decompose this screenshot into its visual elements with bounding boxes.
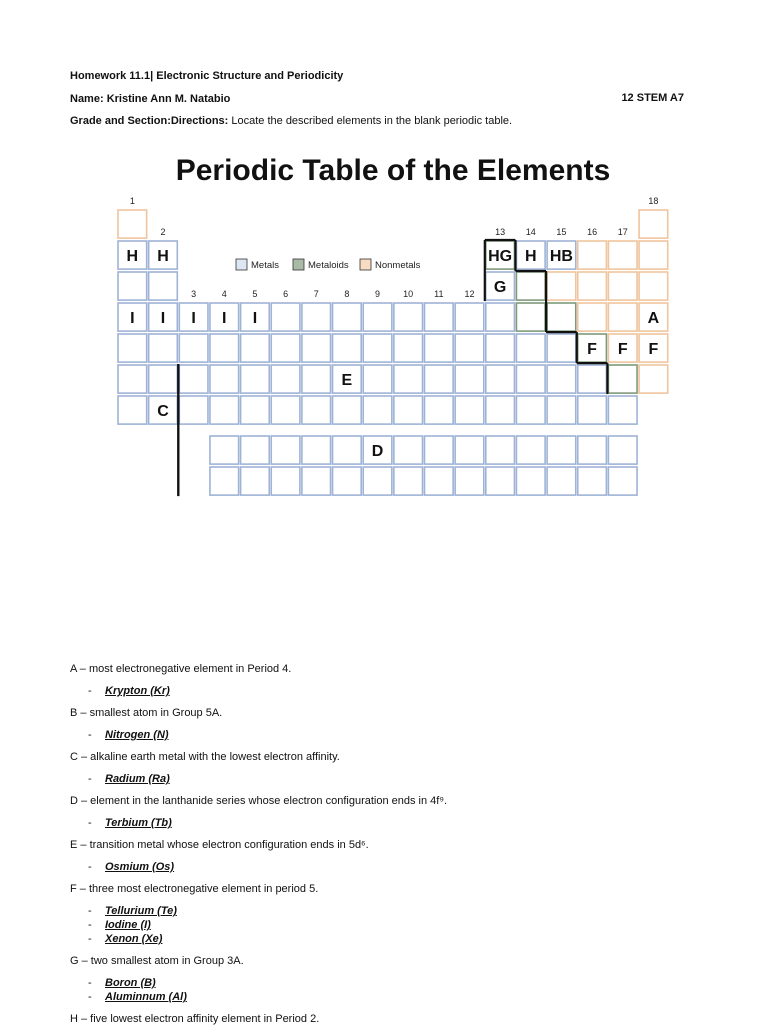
element-cell xyxy=(118,210,147,238)
answer-text: Boron (B) xyxy=(105,977,156,989)
answer-list xyxy=(70,904,710,946)
group-number: 15 xyxy=(556,227,567,237)
element-cell xyxy=(608,241,637,269)
element-cell xyxy=(578,396,607,424)
group-number: 3 xyxy=(191,289,197,299)
periodic-table-title: Periodic Table of the Elements xyxy=(175,154,611,187)
answer-item xyxy=(70,816,710,830)
answer-text: Nitrogen (N) xyxy=(105,729,169,741)
element-cell xyxy=(271,396,300,424)
element-cell xyxy=(516,365,545,393)
element-cell xyxy=(455,365,484,393)
group-number: 17 xyxy=(617,227,628,237)
element-cell xyxy=(210,467,239,495)
name-value: Kristine Ann M. Natabio xyxy=(106,93,231,105)
element-cell xyxy=(302,303,331,331)
element-cell xyxy=(608,303,637,331)
element-cell xyxy=(578,272,607,300)
element-cell xyxy=(578,436,607,464)
element-cell xyxy=(394,467,423,495)
element-cell xyxy=(486,334,515,362)
answer-list xyxy=(70,772,710,786)
question-text: H – five lowest electron affinity element in Period 2. xyxy=(70,1013,320,1025)
element-cell xyxy=(547,467,576,495)
element-cell xyxy=(394,436,423,464)
answer-text: Iodine (I) xyxy=(105,919,151,931)
element-cell xyxy=(455,467,484,495)
element-cell xyxy=(363,303,392,331)
legend-label: Metaloids xyxy=(308,260,349,271)
answer-item xyxy=(70,990,710,1004)
element-cell xyxy=(639,210,668,238)
question-text: G – two smallest atom in Group 3A. xyxy=(70,955,244,967)
element-cell xyxy=(486,436,515,464)
group-number: 7 xyxy=(313,289,319,299)
group-number: 1 xyxy=(129,196,135,206)
bullet-dash: - xyxy=(88,817,92,829)
element-cell xyxy=(149,334,178,362)
element-cell xyxy=(210,436,239,464)
element-cell xyxy=(363,365,392,393)
element-cell xyxy=(271,436,300,464)
element-cell xyxy=(210,365,239,393)
answer-mark: H xyxy=(157,248,169,266)
element-cell xyxy=(179,334,208,362)
question-text: E – transition metal whose electron configuration ends in 5d⁶. xyxy=(70,839,369,851)
answer-list xyxy=(70,684,710,698)
group-number: 16 xyxy=(587,227,598,237)
section-label: 12 STEM A7 xyxy=(621,92,684,104)
group-number: 9 xyxy=(375,289,381,299)
element-cell xyxy=(271,365,300,393)
answer-list xyxy=(70,816,710,830)
legend-label: Nonmetals xyxy=(375,260,421,271)
group-number: 18 xyxy=(648,196,659,206)
element-cell xyxy=(547,365,576,393)
answer-text: Tellurium (Te) xyxy=(105,905,177,917)
element-cell xyxy=(425,467,454,495)
element-cell xyxy=(302,467,331,495)
element-cell xyxy=(547,396,576,424)
question-text: D – element in the lanthanide series whose electron configuration ends in 4f⁹. xyxy=(70,795,448,807)
group-number: 12 xyxy=(464,289,475,299)
group-number: 4 xyxy=(221,289,227,299)
answer-mark: I xyxy=(160,310,166,328)
element-cell xyxy=(394,365,423,393)
bullet-dash: - xyxy=(88,861,92,873)
legend-label: Metals xyxy=(251,260,279,271)
element-cell xyxy=(118,396,147,424)
element-cell xyxy=(210,334,239,362)
element-cell xyxy=(333,467,362,495)
answer-mark: G xyxy=(493,279,507,297)
answer-text: Aluminnum (Al) xyxy=(105,991,187,1003)
element-cell xyxy=(118,334,147,362)
answer-item xyxy=(70,932,710,946)
answer-mark: HB xyxy=(549,248,573,266)
element-cell xyxy=(486,365,515,393)
directions-label: Directions: xyxy=(170,115,229,127)
element-cell xyxy=(302,365,331,393)
element-cell xyxy=(516,334,545,362)
element-cell xyxy=(363,334,392,362)
answer-text: Osmium (Os) xyxy=(105,861,175,873)
bullet-dash: - xyxy=(88,991,92,1003)
answer-text: Terbium (Tb) xyxy=(105,817,172,829)
answer-list xyxy=(70,860,710,874)
element-cell xyxy=(210,396,239,424)
element-cell xyxy=(608,436,637,464)
group-number: 8 xyxy=(344,289,350,299)
answer-item xyxy=(70,976,710,990)
element-cell xyxy=(516,436,545,464)
element-cell xyxy=(547,272,576,300)
bullet-dash: - xyxy=(88,919,92,931)
element-cell xyxy=(179,396,208,424)
element-cell xyxy=(425,436,454,464)
element-cell xyxy=(394,334,423,362)
element-cell xyxy=(425,396,454,424)
element-cell xyxy=(578,241,607,269)
answer-mark: I xyxy=(222,310,227,328)
answer-mark: C xyxy=(157,403,169,421)
element-cell xyxy=(302,436,331,464)
element-cell xyxy=(639,365,668,393)
question-text: A – most electronegative element in Period 4. xyxy=(70,663,292,675)
answer-item xyxy=(70,860,710,874)
bullet-dash: - xyxy=(88,773,92,785)
element-cell xyxy=(241,365,270,393)
element-cell xyxy=(241,436,270,464)
element-cell xyxy=(394,303,423,331)
question-text: B – smallest atom in Group 5A. xyxy=(70,707,223,719)
answer-mark: HG xyxy=(488,248,513,266)
bullet-dash: - xyxy=(88,977,92,989)
bullet-dash: - xyxy=(88,729,92,741)
answer-mark: H xyxy=(524,248,537,266)
element-cell xyxy=(516,396,545,424)
element-cell xyxy=(455,334,484,362)
element-cell xyxy=(118,272,147,300)
directions-text: Locate the described elements in the blank periodic table. xyxy=(228,115,513,127)
answer-item xyxy=(70,904,710,918)
element-cell xyxy=(333,436,362,464)
answer-mark: H xyxy=(126,248,139,266)
grade-label: Grade and Section: xyxy=(70,115,171,127)
element-cell xyxy=(547,334,576,362)
homework-title: Homework 11.1| Electronic Structure and Periodicity xyxy=(70,70,344,82)
element-cell xyxy=(363,467,392,495)
element-cell xyxy=(425,365,454,393)
element-cell xyxy=(179,365,208,393)
element-cell xyxy=(455,396,484,424)
answer-text: Radium (Ra) xyxy=(105,773,170,785)
element-cell xyxy=(271,467,300,495)
element-cell xyxy=(639,272,668,300)
answer-item xyxy=(70,728,710,742)
element-cell xyxy=(608,396,637,424)
name-label: Name: xyxy=(70,93,104,105)
element-cell xyxy=(271,303,300,331)
element-cell xyxy=(149,272,178,300)
answer-item xyxy=(70,772,710,786)
answer-text: Krypton (Kr) xyxy=(105,685,170,697)
element-cell xyxy=(608,365,637,393)
bullet-dash: - xyxy=(88,685,92,697)
question-text: C – alkaline earth metal with the lowest electron affinity. xyxy=(70,751,340,763)
answer-list xyxy=(70,728,710,742)
element-cell xyxy=(241,396,270,424)
element-cell xyxy=(333,334,362,362)
element-cell xyxy=(425,334,454,362)
group-number: 10 xyxy=(403,289,414,299)
element-cell xyxy=(608,467,637,495)
element-cell xyxy=(363,396,392,424)
element-cell xyxy=(241,467,270,495)
legend-swatch xyxy=(236,259,247,270)
legend-swatch xyxy=(360,259,371,270)
bullet-dash: - xyxy=(88,933,92,945)
group-number: 5 xyxy=(252,289,258,299)
questions-list xyxy=(70,662,710,1034)
element-cell xyxy=(486,467,515,495)
answer-text: Xenon (Xe) xyxy=(105,933,163,945)
element-cell xyxy=(486,396,515,424)
element-cell xyxy=(547,303,576,331)
element-cell xyxy=(516,272,545,300)
element-cell xyxy=(394,396,423,424)
element-cell xyxy=(455,303,484,331)
answer-mark: E xyxy=(341,372,353,390)
answer-mark: I xyxy=(191,310,196,328)
element-cell xyxy=(578,467,607,495)
answer-item xyxy=(70,918,710,932)
element-cell xyxy=(302,396,331,424)
answer-mark: F xyxy=(587,341,597,359)
group-number: 6 xyxy=(283,289,289,299)
answer-mark: I xyxy=(130,310,135,328)
element-cell xyxy=(149,365,178,393)
element-cell xyxy=(608,272,637,300)
answer-mark: F xyxy=(648,341,659,359)
group-number: 13 xyxy=(495,227,506,237)
element-cell xyxy=(516,467,545,495)
answer-mark: I xyxy=(252,310,258,328)
element-cell xyxy=(271,334,300,362)
group-number: 14 xyxy=(525,227,536,237)
element-cell xyxy=(333,303,362,331)
element-cell xyxy=(302,334,331,362)
answer-mark: A xyxy=(647,310,660,328)
answer-mark: F xyxy=(617,341,628,359)
element-cell xyxy=(486,303,515,331)
answer-list xyxy=(70,976,710,1004)
element-cell xyxy=(578,303,607,331)
bullet-dash: - xyxy=(88,905,92,917)
element-cell xyxy=(547,436,576,464)
element-cell xyxy=(333,396,362,424)
element-cell xyxy=(118,365,147,393)
question-text: F – three most electronegative element in period 5. xyxy=(70,883,319,895)
element-cell xyxy=(241,334,270,362)
element-cell xyxy=(578,365,607,393)
group-number: 2 xyxy=(160,227,166,237)
element-cell xyxy=(425,303,454,331)
legend-swatch xyxy=(293,259,304,270)
element-cell xyxy=(455,436,484,464)
answer-mark: D xyxy=(371,443,384,461)
element-cell xyxy=(516,303,545,331)
answer-item xyxy=(70,684,710,698)
element-cell xyxy=(639,241,668,269)
group-number: 11 xyxy=(434,289,444,299)
